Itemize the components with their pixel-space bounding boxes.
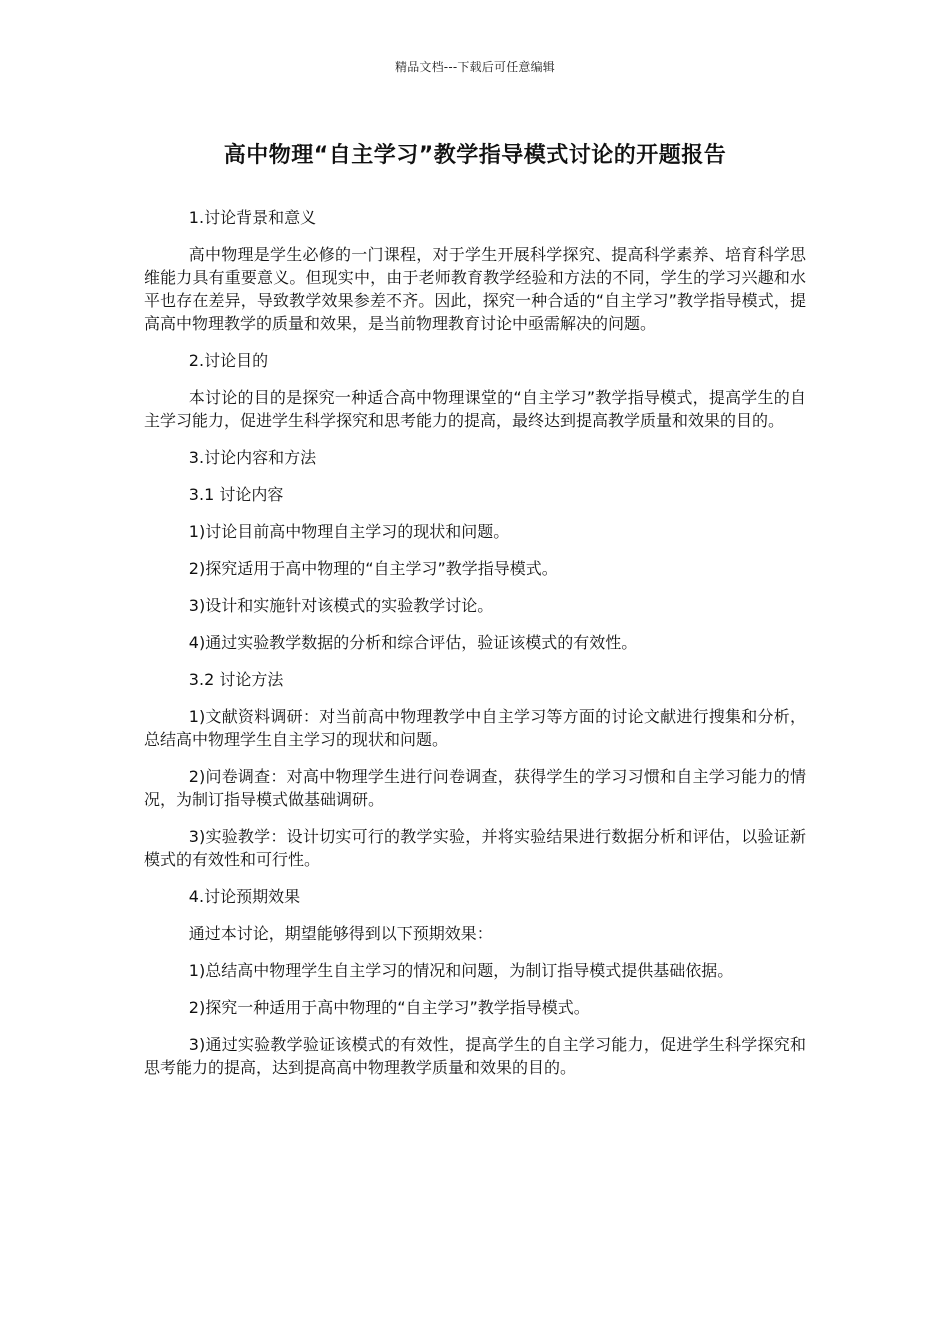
document-body <box>144 206 806 1093</box>
section-heading-3: 3.讨论内容和方法 <box>188 448 317 467</box>
subsection-heading-3-1: 3.1 讨论内容 <box>188 485 284 504</box>
list-item: 1)总结高中物理学生自主学习的情况和问题，为制订指导模式提供基础依据。 <box>188 961 734 980</box>
list-item: 1)讨论目前高中物理自主学习的现状和问题。 <box>188 522 510 541</box>
body-paragraph: 本讨论的目的是探究一种适合高中物理课堂的“自主学习”教学指导模式，提高学生的自主学习能力，促进学生科学探究和思考能力的提高，最终达到提高教学质量和效果的目的。 <box>144 388 806 430</box>
body-paragraph: 通过本讨论，期望能够得到以下预期效果： <box>188 924 493 943</box>
list-item: 1)文献资料调研：对当前高中物理教学中自主学习等方面的讨论文献进行搜集和分析，总结高中物理学生自主学习的现状和问题。 <box>144 707 806 749</box>
section-heading-4: 4.讨论预期效果 <box>188 887 301 906</box>
list-item: 4)通过实验教学数据的分析和综合评估，验证该模式的有效性。 <box>188 633 638 652</box>
section-heading-2: 2.讨论目的 <box>188 351 269 370</box>
list-item: 3)通过实验教学验证该模式的有效性，提高学生的自主学习能力，促进学生科学探究和思考能力的提高，达到提高高中物理教学质量和效果的目的。 <box>144 1035 806 1077</box>
document-title: 高中物理“自主学习”教学指导模式讨论的开题报告 <box>223 143 727 168</box>
header-note: 精品文档---下载后可任意编辑 <box>395 60 555 74</box>
list-item: 2)问卷调查：对高中物理学生进行问卷调查，获得学生的学习习惯和自主学习能力的情况，为制订指导模式做基础调研。 <box>144 767 806 809</box>
list-item: 2)探究适用于高中物理的“自主学习”教学指导模式。 <box>188 559 558 578</box>
subsection-heading-3-2: 3.2 讨论方法 <box>188 670 284 689</box>
list-item: 2)探究一种适用于高中物理的“自主学习”教学指导模式。 <box>188 998 590 1017</box>
list-item: 3)实验教学：设计切实可行的教学实验，并将实验结果进行数据分析和评估，以验证新模式的有效性和可行性。 <box>144 827 806 869</box>
body-paragraph: 高中物理是学生必修的一门课程，对于学生开展科学探究、提高科学素养、培育科学思维能力具有重要意义。但现实中，由于老师教育教学经验和方法的不同，学生的学习兴趣和水平也存在差异，导致教学效果参差不齐。因此，探究一种合适的“自主学习”教学指导模式，提高高中物理教学的质量和效果，是当前物理教育讨论中亟需解决的问题。 <box>144 245 806 333</box>
section-heading-1: 1.讨论背景和意义 <box>188 208 317 227</box>
list-item: 3)设计和实施针对该模式的实验教学讨论。 <box>188 596 494 615</box>
